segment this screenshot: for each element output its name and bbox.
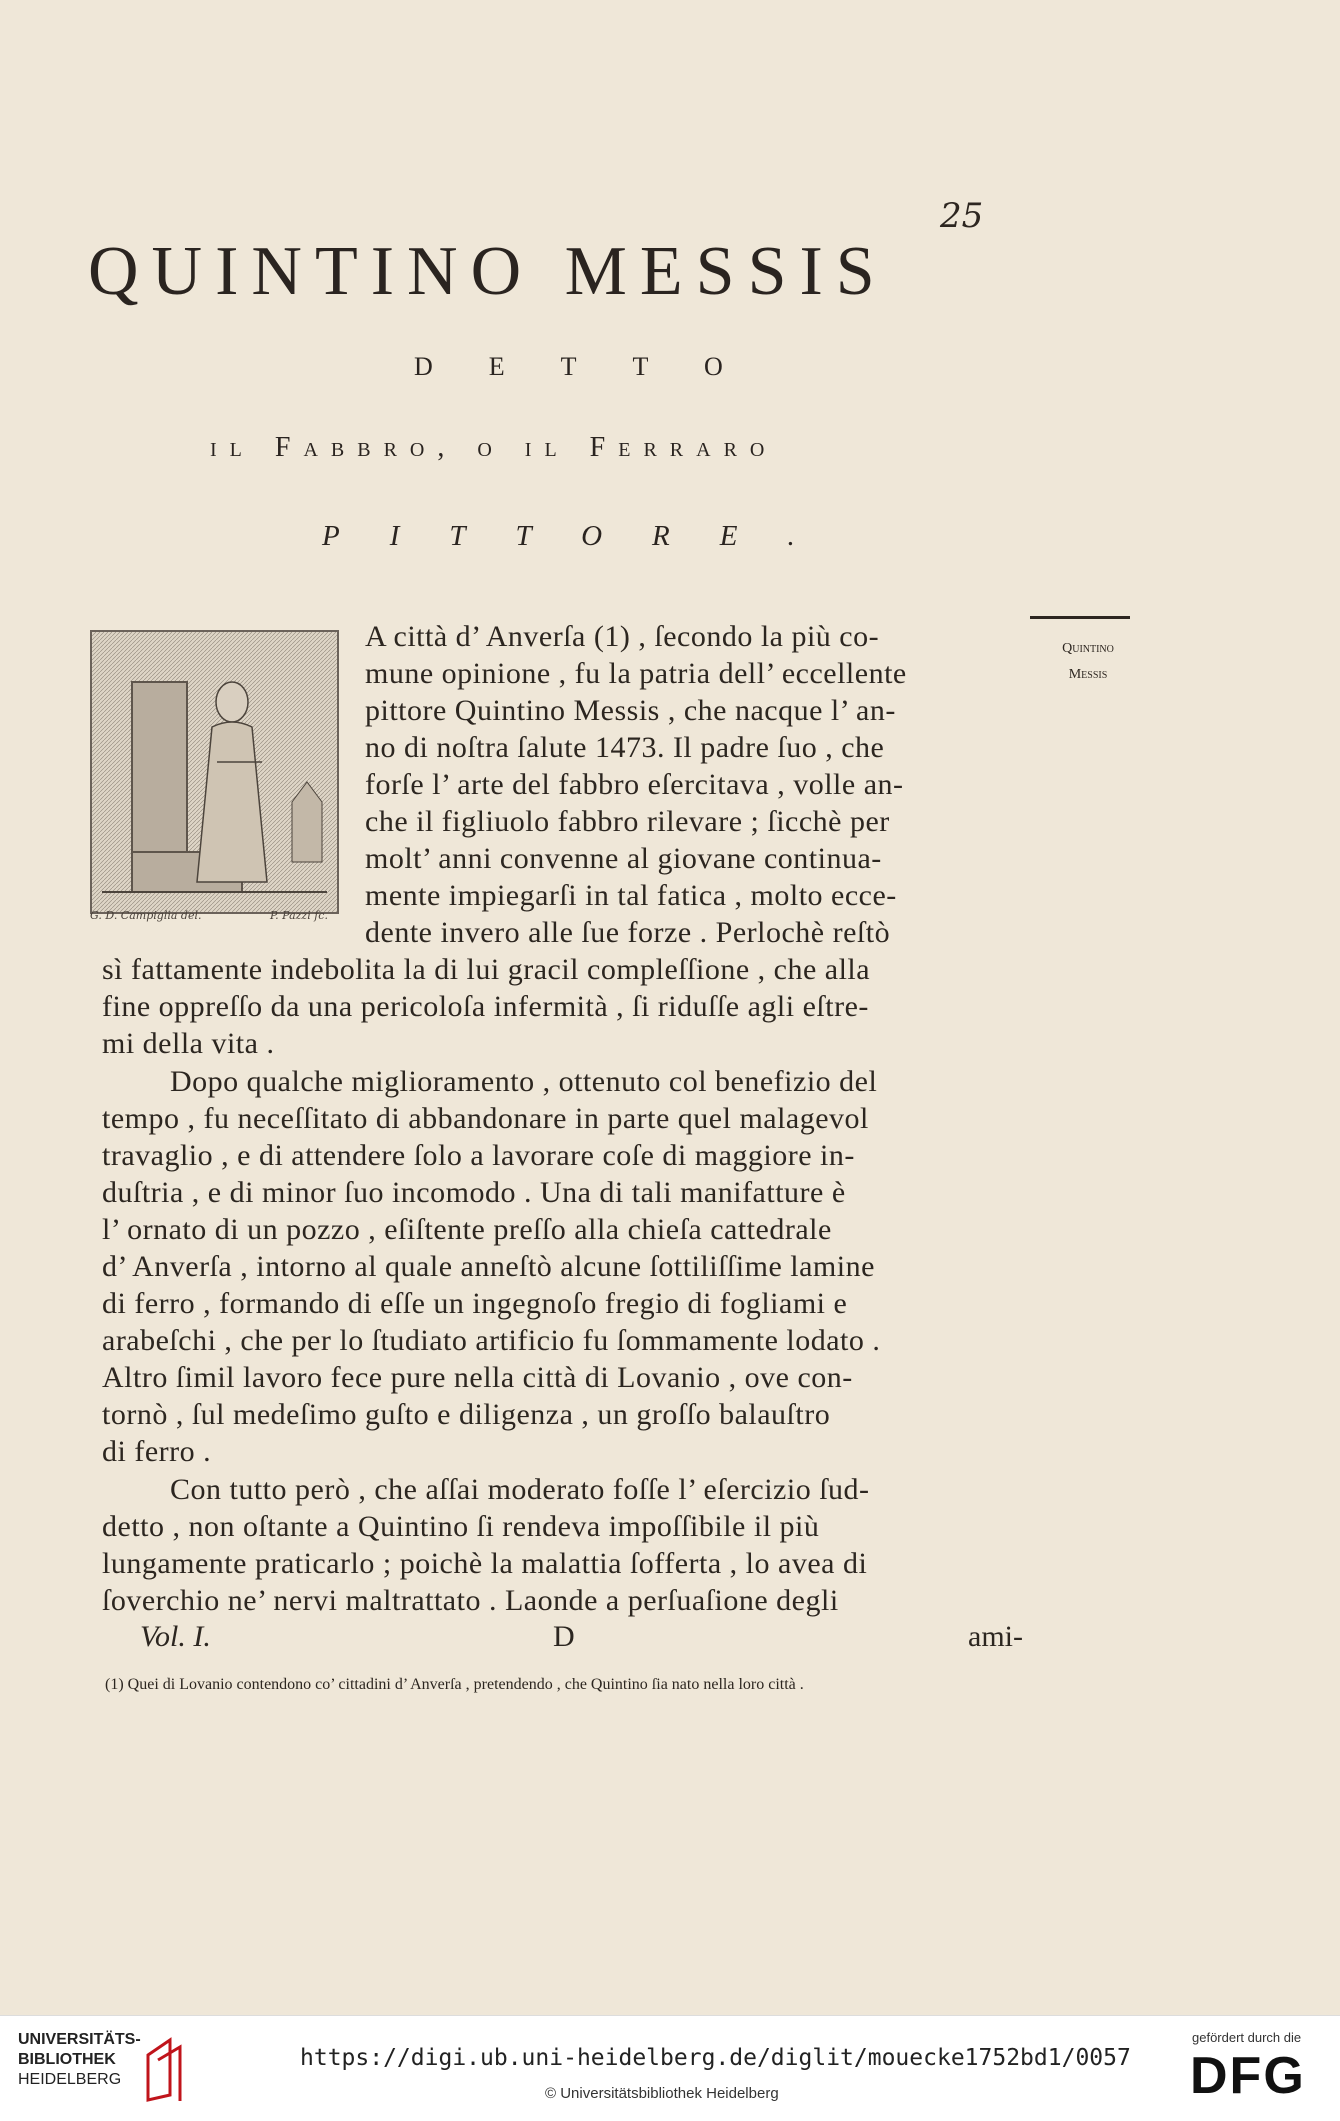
logo-line: HEIDELBERG [18, 2071, 122, 2088]
text-line: duſtria , e di minor ſuo incomodo . Una di tali manifatture è [102, 1176, 846, 1209]
text-line: di ferro . [102, 1435, 212, 1468]
dfg-caption: gefördert durch die [1192, 2030, 1302, 2045]
page-title: QUINTINO MESSIS [88, 233, 888, 310]
text-line: Dopo qualche miglioramento , ottenuto col benefizio del [170, 1065, 878, 1098]
text-line: mune opinione , fu la patria dell’ eccellente [365, 657, 907, 690]
text-line: tornò , ſul medeſimo guſto e diligenza , un groſſo balauſtro [102, 1398, 831, 1431]
catchword: ami- [968, 1620, 1023, 1653]
engraving-credit-engraver: P. Pazzi fc. [270, 909, 328, 922]
text-line: pittore Quintino Messis , che nacque l’ an- [365, 694, 896, 727]
text-line: di ferro , formando di eſſe un ingegnoſo fregio di fogliami e [102, 1287, 848, 1320]
profession-line: PITTORE. [322, 520, 845, 552]
copyright-text: © Universitätsbibliothek Heidelberg [545, 2085, 779, 2102]
text-line: ſoverchio ne’ nervi maltrattato . Laonde a perſuaſione degli [102, 1584, 839, 1617]
engraving-art [92, 632, 337, 912]
volume-mark: Vol. I. [140, 1620, 211, 1653]
logo-line: UNIVERSITÄTS- [18, 2031, 141, 2048]
permalink-url[interactable]: https://digi.ub.uni-heidelberg.de/diglit/mouecke1752bd1/0057 [300, 2045, 1131, 2071]
margin-rule [1030, 616, 1130, 619]
margin-note [1038, 636, 1138, 688]
library-logo-text [18, 2030, 141, 2090]
text-line: molt’ anni convenne al giovane continua- [365, 842, 882, 875]
text-line: Altro ſimil lavoro fece pure nella città di Lovanio , ove con- [102, 1361, 853, 1394]
engraving-credit-draughtsman: G. D. Campiglia del. [90, 909, 202, 922]
subtitle: DETTO [414, 352, 779, 381]
engraved-initial-illustration [90, 630, 339, 914]
logo-line: BIBLIOTHEK [18, 2051, 116, 2068]
text-line: dente invero alle ſue forze . Perlochè reſtò [365, 916, 891, 949]
dfg-logo: DFG [1190, 2047, 1306, 2105]
footnote: (1) Quei di Lovanio contendono co’ cittadini d’ Anverſa , pretendendo , che Quintino ſia nato nella loro città . [105, 1676, 804, 1693]
text-line: no di noſtra ſalute 1473. Il padre ſuo , che [365, 731, 885, 764]
text-line: arabeſchi , che per lo ſtudiato artificio fu ſommamente lodato . [102, 1324, 881, 1357]
margin-note-line: Messis [1068, 667, 1108, 682]
nickname-line: il Fabbro, o il Ferraro [210, 432, 778, 463]
text-line: lungamente praticarlo ; poichè la malattia ſofferta , lo avea di [102, 1547, 868, 1580]
margin-note-line: Quintino [1062, 641, 1114, 656]
text-line: A città d’ Anverſa (1) , ſecondo la più co- [365, 620, 880, 653]
text-line: che il figliuolo fabbro rilevare ; ſicchè per [365, 805, 890, 838]
text-line: d’ Anverſa , intorno al quale anneſtò alcune ſottiliſſime lamine [102, 1250, 875, 1283]
text-line: Con tutto però , che aſſai moderato foſſe l’ eſercizio ſud- [170, 1473, 870, 1506]
text-line: travaglio , e di attendere ſolo a lavorare coſe di maggiore in- [102, 1139, 855, 1172]
text-line: tempo , fu neceſſitato di abbandonare in parte quel malagevol [102, 1102, 869, 1135]
text-line: mente impiegarſi in tal fatica , molto ecce- [365, 879, 897, 912]
text-line: l’ ornato di un pozzo , eſiſtente preſſo alla chieſa cattedrale [102, 1213, 832, 1246]
text-line: fine oppreſſo da una pericoloſa infermità , ſi riduſſe agli eſtre- [102, 990, 869, 1023]
page-number: 25 [940, 196, 984, 236]
text-line: mi della vita . [102, 1027, 275, 1060]
library-logo-icon [140, 2035, 190, 2105]
text-line: sì fattamente indebolita la di lui gracil compleſſione , che alla [102, 953, 871, 986]
text-line: forſe l’ arte del fabbro eſercitava , volle an- [365, 768, 904, 801]
signature-mark: D [553, 1620, 575, 1653]
text-line: detto , non oſtante a Quintino ſi rendeva impoſſibile il più [102, 1510, 820, 1543]
